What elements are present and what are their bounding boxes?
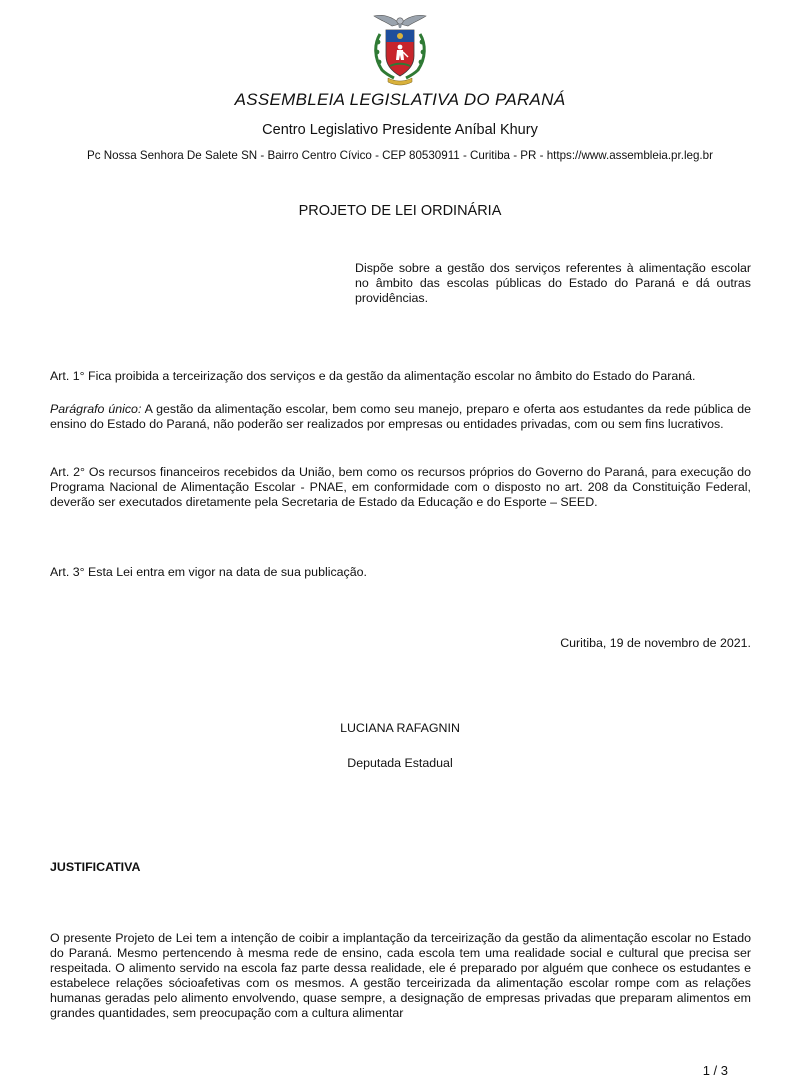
document-type-title: PROJETO DE LEI ORDINÁRIA (298, 203, 502, 219)
legislative-center-name: Centro Legislativo Presidente Aníbal Khury (262, 122, 538, 138)
organization-name: ASSEMBLEIA LEGISLATIVA DO PARANÁ (234, 90, 566, 109)
justificativa-heading: JUSTIFICATIVA (50, 860, 141, 874)
page-number: 1 / 3 (702, 1063, 728, 1078)
article-1: Art. 1° Fica proibida a terceirização dos serviços e da gestão da alimentação escolar no âmbito do Estado do Paraná. (50, 369, 696, 383)
article-2: Art. 2° Os recursos financeiros recebidos da União, bem como os recursos próprios do Governo do Paraná, para execução do Programa Nacional de Alimentação Escolar - PNAE, em conformidade com o disposto no art. 208 da Constituição Federal, deverão ser executados diretamente pela Secretaria de Estado da Educação e do Esporte – SEED. (50, 465, 751, 509)
parana-coat-of-arms-icon (368, 8, 432, 86)
justificativa-text: O presente Projeto de Lei tem a intenção de coibir a implantação da terceirização da gestão da alimentação escolar no Estado do Paraná. Mesmo pertencendo à mesma rede de ensino, cada escola tem uma realidade social e cultural que precisa ser respeitada. O alimento servido na escola faz parte dessa realidade, ele é preparado por alguém que conhece os estudantes e estabelece relações sócioafetivas com os mesmos. A gestão terceirizada da alimentação escolar rompe com as relações humanas geradas pelo alimento envolvendo, quase sempre, a designação de empresas privadas que preparam alimentos em grandes quantidades, sem preocupação com a cultura alimentar (50, 931, 751, 1020)
signer-name: LUCIANA RAFAGNIN (340, 721, 460, 735)
paragrafo-label: Parágrafo único: (50, 402, 142, 416)
ementa-text: Dispõe sobre a gestão dos serviços referentes à alimentação escolar no âmbito das escolas públicas do Estado do Paraná e dá outras providências. (355, 261, 751, 305)
article-3: Art. 3° Esta Lei entra em vigor na data de sua publicação. (50, 565, 367, 579)
paragrafo-unico (50, 402, 751, 432)
organization-address: Pc Nossa Senhora De Salete SN - Bairro Centro Cívico - CEP 80530911 - Curitiba - PR - https://www.assembleia.pr.leg.br (87, 149, 713, 162)
signer-role: Deputada Estadual (347, 756, 453, 770)
paragrafo-text: A gestão da alimentação escolar, bem como seu manejo, preparo e oferta aos estudantes da rede pública de ensino do Estado do Paraná, não poderão ser realizados por empresas ou entidades privadas, com ou sem fins lucrativos. (50, 402, 751, 431)
document-date: Curitiba, 19 de novembro de 2021. (560, 636, 751, 650)
